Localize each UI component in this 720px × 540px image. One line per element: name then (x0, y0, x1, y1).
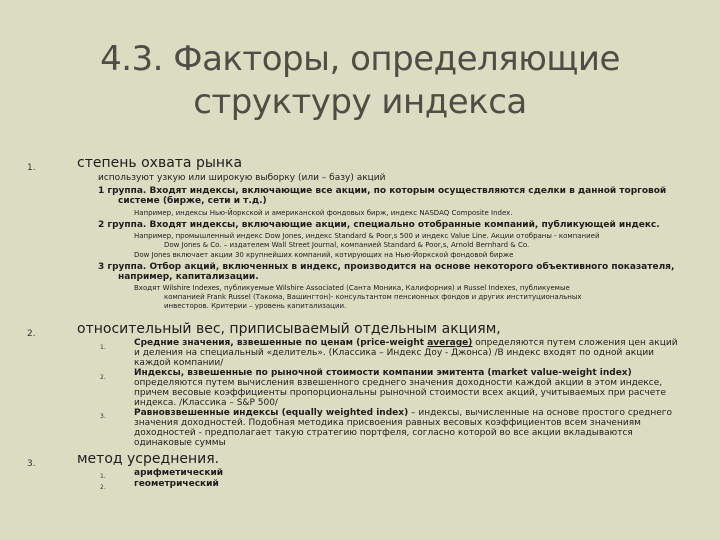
list-number-3: 3. (27, 459, 36, 469)
weighting-price-term-underlined: average) (427, 338, 473, 348)
list-number-2: 2. (27, 329, 36, 339)
weighting-equal (134, 408, 686, 448)
weighting-price-term: Средние значения, взвешенные по ценам (price-weight (134, 338, 428, 348)
averaging-geometric: геометрический (134, 479, 219, 489)
group-2-text: 2 группа. Входят индексы, включающие акции, специально отобранные компаний, публикующей индекс. (98, 220, 660, 230)
group-3-text: 3 группа. Отбор акций, включенных в индекс, производится на основе некоторого объективного показателя, (98, 262, 675, 272)
group-2-example-2: Dow Jones & Co. – издателем Wall Street Journal, компанией Standard & Poor,s, Arnold Bernhard & Co. (164, 241, 530, 249)
weighting-equal-term: Равновзвешенные индексы (equally weighted index) (134, 408, 409, 418)
sublist-number-2-1: 1. (100, 344, 106, 351)
weighting-price-desc: определяются путем сложения цен акций и деления на специальный «делитель». (Классика – Индекс Доу - Джонса) /В индекс входят по одной акции каждой компании/ (134, 338, 678, 368)
sublist-number-2-3: 3. (100, 413, 106, 420)
group-1-example: Например, индексы Нью-Йоркской и американской фондовых бирж, индекс NASDAQ Composite Index. (134, 209, 513, 217)
group-1-text-cont: системе (бирже, сети и т.д.) (118, 196, 267, 206)
item-1-heading: степень охвата рынка (77, 155, 243, 171)
group-3-text-cont: например, капитализации. (118, 272, 259, 282)
slide-title (40, 38, 680, 124)
item-3-heading: метод усреднения. (77, 451, 220, 467)
sublist-number-3-2: 2. (100, 484, 106, 491)
group-3-example-1: Входят Wilshire Indexes, публикуемые Wilshire Associated (Санта Моника, Калифорния) и Russel Indexes, публикуемые (134, 284, 570, 292)
group-3-example-2: компанией Frank Russel (Такома, Вашингтон)- консультантом пенсионных фондов и других институциональных (164, 293, 582, 301)
group-3-example-3: инвесторов. Критерии – уровень капитализации. (164, 302, 347, 310)
item-2-heading-rest: приписываемый отдельным акциям, (224, 321, 501, 337)
sublist-number-3-1: 1. (100, 473, 106, 480)
weighting-equal-desc: – индексы, вычисленные на основе простого среднего значения доходностей. Подобная методика присвоения равных весовых коэффициентов всем значениям доходностей - предполагает такую стратегию портфеля, согласно которой во все акции вкладываются одинаковые суммы (134, 408, 672, 448)
weighting-price (134, 338, 686, 368)
item-1-intro: используют узкую или широкую выборку (или – базу) акций (98, 173, 386, 183)
weighting-market-value-desc: определяются путем вычисления взвешенного среднего значения доходности каждой акции в этом индексе, причем весовые коэффициенты пропорциональны рыночной стоимости всех акций, учитываемых при расчете индекса. /Классика – S&P 500/ (134, 378, 667, 408)
slide-title-line-1: 4.3. Факторы, определяющие (100, 39, 620, 79)
group-2-example-1: Например, промышленный индекс Dow Jones, индекс Standard & Poor,s 500 и индекс Value Line. Акции отобраны - компанией (134, 232, 600, 240)
list-number-1: 1. (27, 163, 36, 173)
item-2-heading-main: относительный вес, (77, 321, 225, 337)
sublist-number-2-2: 2. (100, 374, 106, 381)
group-2-example-3: Dow Jones включает акции 30 крупнейших компаний, котирующих на Нью-Йоркской фондовой бирже (134, 251, 514, 259)
weighting-market-value-term: Индексы, взвешенные по рыночной стоимости компании эмитента (market value-weight index) (134, 368, 632, 378)
averaging-arithmetic: арифметический (134, 468, 224, 478)
weighting-market-value (134, 368, 686, 408)
item-2-heading (77, 321, 501, 337)
slide-title-line-2: структуру индекса (193, 82, 527, 122)
group-1-text: 1 группа. Входят индексы, включающие все акции, по которым осуществляются сделки в данной торговой (98, 186, 667, 196)
